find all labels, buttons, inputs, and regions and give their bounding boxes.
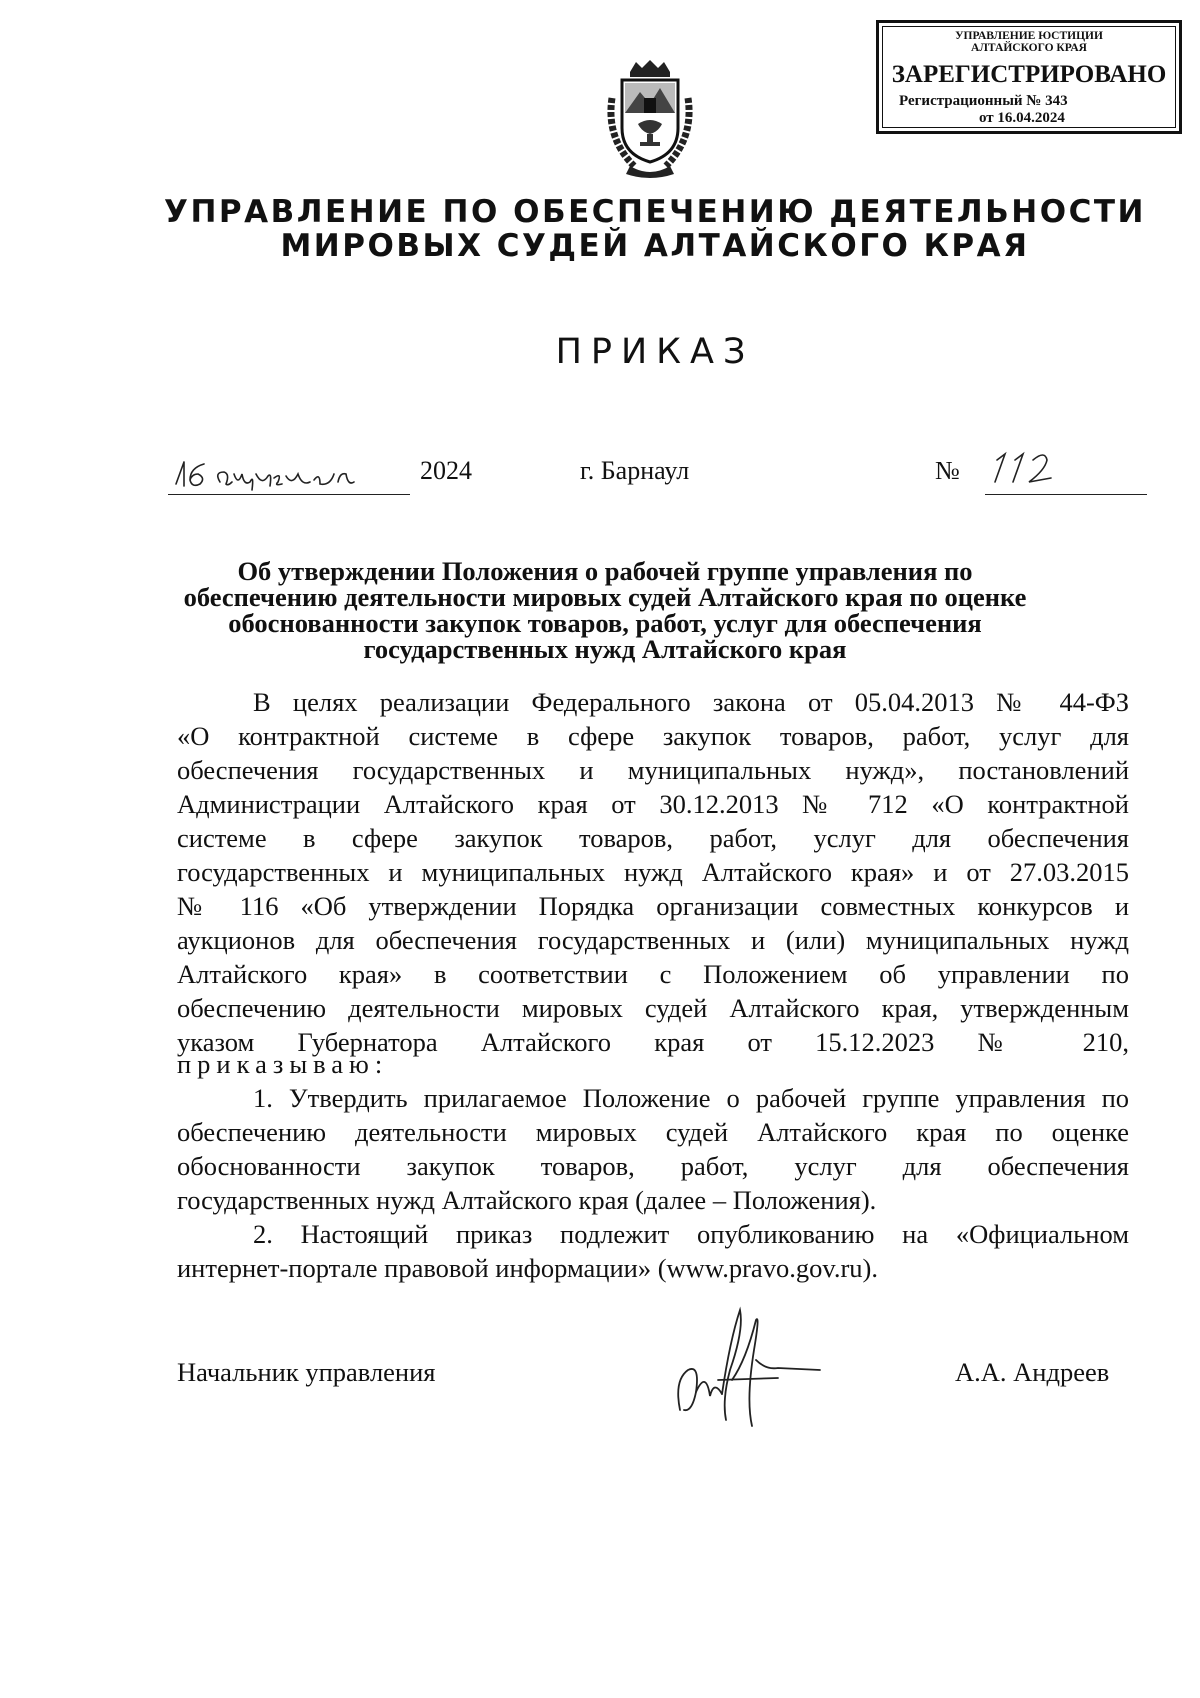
stamp-line2: АЛТАЙСКОГО КРАЯ [971, 42, 1087, 54]
body-line: обеспечения государственных и муниципальных нужд», постановлений [177, 755, 1129, 785]
handwritten-number [985, 448, 1085, 493]
body-line: обеспечению деятельности мировых судей Алтайского края по оценке [177, 1117, 1129, 1147]
document-city: г. Барнаул [580, 456, 690, 485]
body-line-order-word: приказываю: [177, 1049, 389, 1079]
signatory-name: А.А. Андреев [955, 1357, 1110, 1387]
title-line: государственных нужд Алтайского края [363, 634, 847, 664]
body-line: указом Губернатора Алтайского края от 15.12.2023 № 210, [177, 1027, 1129, 1057]
stamp-reg-date: от 16.04.2024 [979, 110, 1065, 126]
title-line: Об утверждении Положения о рабочей группе управления по [237, 556, 973, 586]
body-line: аукционов для обеспечения государственных и (или) муниципальных нужд [177, 925, 1129, 955]
number-underline [985, 494, 1147, 495]
stamp-reg-number: Регистрационный № 343 [899, 93, 1068, 109]
registration-stamp [876, 20, 1182, 134]
title-line: обеспечению деятельности мировых судей Алтайского края по оценке [183, 582, 1027, 612]
number-sign: № [935, 456, 960, 485]
document-year: 2024 [420, 456, 472, 485]
body-line: государственных и муниципальных нужд Алтайского края» и от 27.03.2015 [177, 857, 1129, 887]
coat-of-arms-icon [600, 58, 700, 180]
body-line: 1. Утвердить прилагаемое Положение о рабочей группе управления по [253, 1083, 1129, 1113]
body-line: Администрации Алтайского края от 30.12.2013 № 712 «О контрактной [177, 789, 1129, 819]
body-line: интернет-портале правовой информации» (www.pravo.gov.ru). [177, 1253, 878, 1283]
handwritten-date [170, 456, 420, 497]
body-line: обоснованности закупок товаров, работ, услуг для обеспечения [177, 1151, 1129, 1181]
stamp-line1: УПРАВЛЕНИЕ ЮСТИЦИИ [955, 30, 1103, 42]
body-line: 2. Настоящий приказ подлежит опубликованию на «Официальном [253, 1219, 1129, 1249]
title-line: обоснованности закупок товаров, работ, услуг для обеспечения [228, 608, 982, 638]
stamp-status: ЗАРЕГИСТРИРОВАНО [891, 61, 1167, 88]
signatory-position: Начальник управления [177, 1357, 436, 1387]
date-underline [168, 494, 410, 495]
organization-name-line1: УПРАВЛЕНИЕ ПО ОБЕСПЕЧЕНИЮ ДЕЯТЕЛЬНОСТИ [164, 194, 1146, 230]
body-line: Алтайского края» в соответствии с Положением об управлении по [177, 959, 1129, 989]
body-line: государственных нужд Алтайского края (далее – Положения). [177, 1185, 877, 1215]
body-line: В целях реализации Федерального закона от 05.04.2013 № 44-ФЗ [253, 687, 1129, 717]
document-type: ПРИКАЗ [555, 332, 755, 372]
body-line: «О контрактной системе в сфере закупок товаров, работ, услуг для [177, 721, 1129, 751]
body-line: системе в сфере закупок товаров, работ, услуг для обеспечения [177, 823, 1129, 853]
body-line: обеспечению деятельности мировых судей Алтайского края, утвержденным [177, 993, 1129, 1023]
organization-name-line2: МИРОВЫХ СУДЕЙ АЛТАЙСКОГО КРАЯ [280, 228, 1030, 264]
body-line: № 116 «Об утверждении Порядка организации совместных конкурсов и [177, 891, 1129, 921]
handwritten-signature [670, 1300, 850, 1435]
